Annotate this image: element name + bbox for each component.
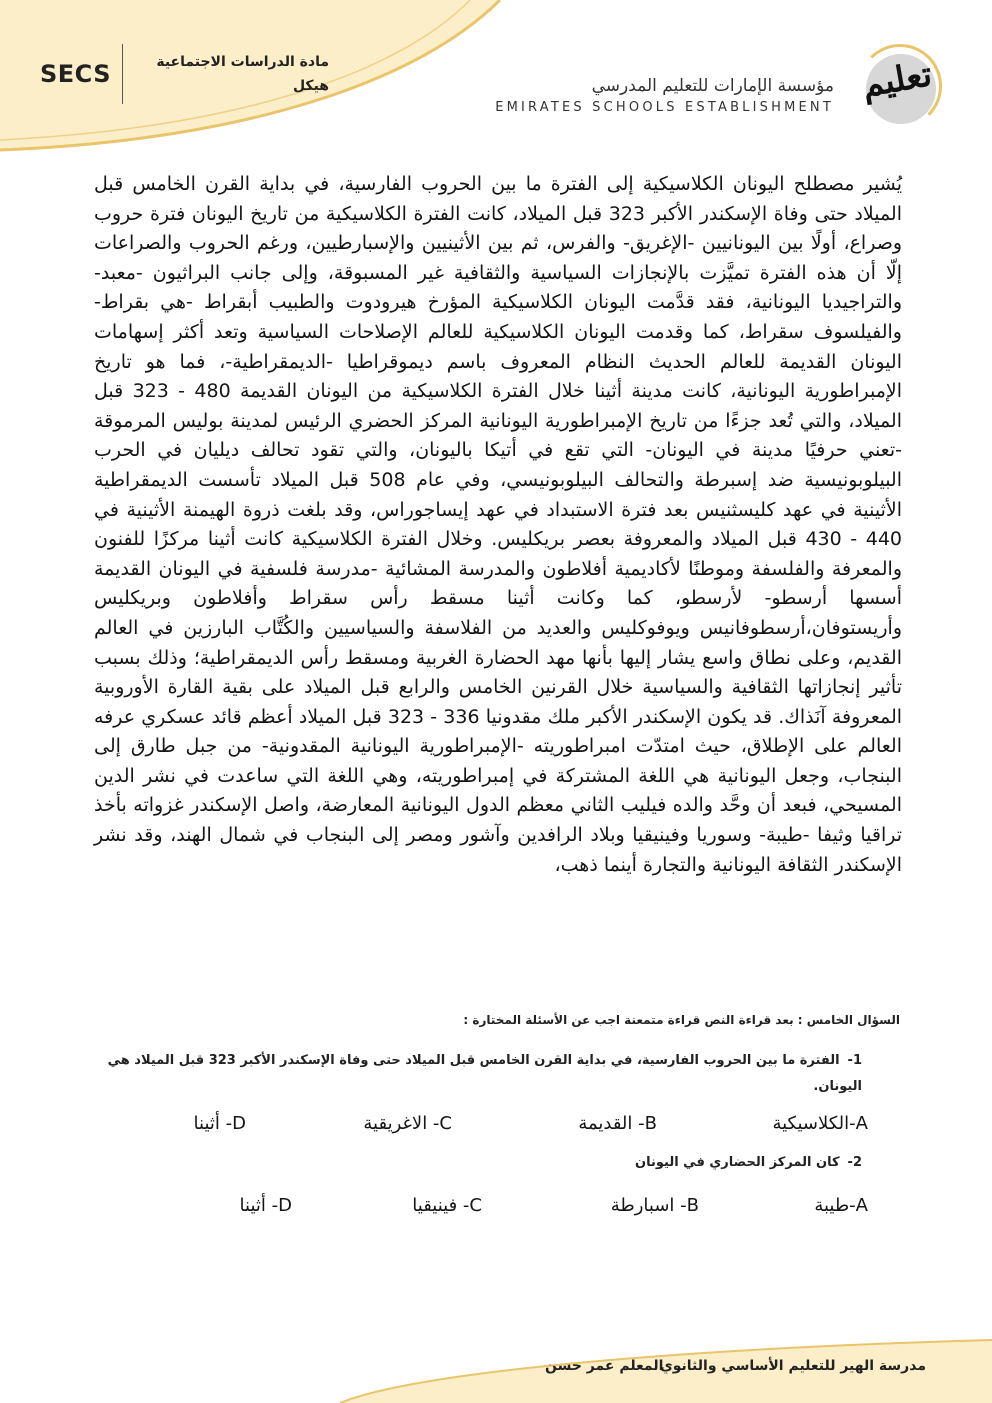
question-2-number: 2-: [847, 1155, 862, 1170]
q1-option-d[interactable]: D- أثينا: [193, 1113, 246, 1134]
subject-subtitle: هيكل: [292, 78, 329, 94]
taleem-logo: [852, 42, 942, 132]
reading-passage: يُشير مصطلح اليونان الكلاسيكية إلى الفترة ما بين الحروب الفارسية، في بداية القرن الخامس قبل الميلاد حتى وفاة الإسكندر الأكبر 323 قبل الميلاد، كانت الفترة الكلاسيكية من تاريخ اليونان فترة حروب وصراع، أولًا بين اليونانيين -الإغريق- والفرس، ثم بين الأثينيين والإسبارطيين، ورغم الحروب والصراعات إلّا أن هذه الفترة تميَّزت بالإنجازات السياسية والثقافية غير المسبوقة، وإلى جانب البراثيون -معبد- والتراجيديا اليونانية، فقد قدَّمت اليونان الكلاسيكية المؤرخ هيرودوت والطبيب أبقراط -هي بقراط- والفيلسوف سقراط، كما وقدمت اليونان الكلاسيكية للعالم الإصلاحات السياسية وتعد أكثر إسهامات اليونان القديمة للعالم الحديث النظام المعروف باسم ديموقراطيا -الديمقراطية-، فما هو تاريخ الإمبراطورية اليونانية، كانت مدينة أثينا خلال الفترة الكلاسيكية من اليونان القديمة 480 - 323 قبل الميلاد، والتي تُعد جزءًا من تاريخ الإمبراطورية اليونانية المركز الحضري الرئيس لمدينة بوليس المرموقة -تعني حرفيًا مدينة في اليونان- التي تقع في أتيكا باليونان، والتي تقود تحالف ديليان في الحرب البيلوبونيسية ضد إسبرطة والتحالف البيلوبونيسي، وفي عام 508 قبل الميلاد تأسست الديمقراطية الأثينية في عهد كليسثنيس بعد فترة الاستبداد في عهد إيساجوراس، وقد بلغت ذروة الهيمنة الأثينية في 440 - 430 قبل الميلاد والمعروفة بعصر بريكليس. وخلال الفترة الكلاسيكية كانت أثينا مركزًا للفنون والمعرفة والفلسفة وموطنًا لأكاديمية أفلاطون والمدرسة المشائية -مدرسة فلسفية في اليونان القديمة أسسها أرسطو- لأرسطو، كما وكانت أثينا مسقط رأس سقراط وأفلاطون وبريكليس وأريستوفان،أرسطوفانيس ويوفوكليس والعديد من الفلاسفة والسياسيين والكُتَّاب البارزين في العالم القديم، وعلى نطاق واسع يشار إليها بأنها مهد الحضارة الغربية ومسقط رأس الديمقراطية؛ وذلك بسبب تأثير إنجازاتها الثقافية والسياسية خلال القرنين الخامس والرابع قبل الميلاد على بقية القارة الأوروبية المعروفة آنَذاك. قد يكون الإسكندر الأكبر ملك مقدونيا 336 - 323 قبل الميلاد أعظم قائد عسكري عرفه العالم على الإطلاق، حيث امتدّت امبراطوريته -الإمبراطورية اليونانية المقدونية- من جبل طارق إلى البنجاب، وجعل اليونانية هي اللغة المشتركة في إمبراطوريته، وهي اللغة التي ساعدت في نشر الدين المسيحي، فبعد أن وحَّد والده فيليب الثاني معظم الدول اليونانية المعارضة، واصل الإسكندر غزواته بأخذ تراقيا وثيفا -طيبة- وسوريا وفينيقيا وبلاد الرافدين وآشور ومصر إلى البنجاب في شمال الهند، وقد نشر الإسكندر الثقافة اليونانية والتجارة أينما ذهب،: [94, 173, 903, 876]
header-left: [40, 44, 329, 104]
question-1-text: الفترة ما بين الحروب الفارسية، في بداية القرن الخامس قبل الميلاد حتى وفاة الإسكندر الأكبر 323 قبل الميلاد هي اليونان.: [107, 1053, 862, 1094]
org-name-english: EMIRATES SCHOOLS ESTABLISHMENT: [495, 100, 834, 115]
footer-school-name: مدرسة الهير للتعليم الأساسي والثانوي: [659, 1358, 926, 1374]
header-divider: [122, 44, 123, 104]
question-2: [635, 1155, 862, 1170]
question-1: [82, 1048, 862, 1100]
q1-option-c[interactable]: C- الاغريقية: [363, 1113, 452, 1134]
org-name-arabic: مؤسسة الإمارات للتعليم المدرسي: [591, 76, 834, 96]
q1-option-b[interactable]: B- القديمة: [578, 1113, 657, 1134]
question-2-text: كان المركز الحضاري في اليونان: [635, 1155, 840, 1170]
q2-option-d[interactable]: D- أثينا: [239, 1195, 292, 1216]
footer-teacher-name: المعلم عمر حسن: [545, 1358, 664, 1374]
q2-option-c[interactable]: C- فينيقيا: [412, 1195, 482, 1216]
q2-option-a[interactable]: A-طيبة: [814, 1195, 868, 1216]
q1-option-a[interactable]: A-الكلاسيكية: [772, 1113, 868, 1134]
subject-title: مادة الدراسات الاجتماعية: [156, 54, 329, 70]
questions-title: السؤال الخامس : بعد قراءة النص قراءة متمعنة اجب عن الأسئلة المختارة :: [463, 1013, 900, 1027]
brand-label: SECS: [40, 60, 112, 88]
question-1-number: 1-: [847, 1053, 862, 1068]
subject-block: [129, 50, 329, 98]
q2-option-b[interactable]: B- اسبارطة: [610, 1195, 699, 1216]
logo-text: تعليم: [859, 54, 935, 106]
